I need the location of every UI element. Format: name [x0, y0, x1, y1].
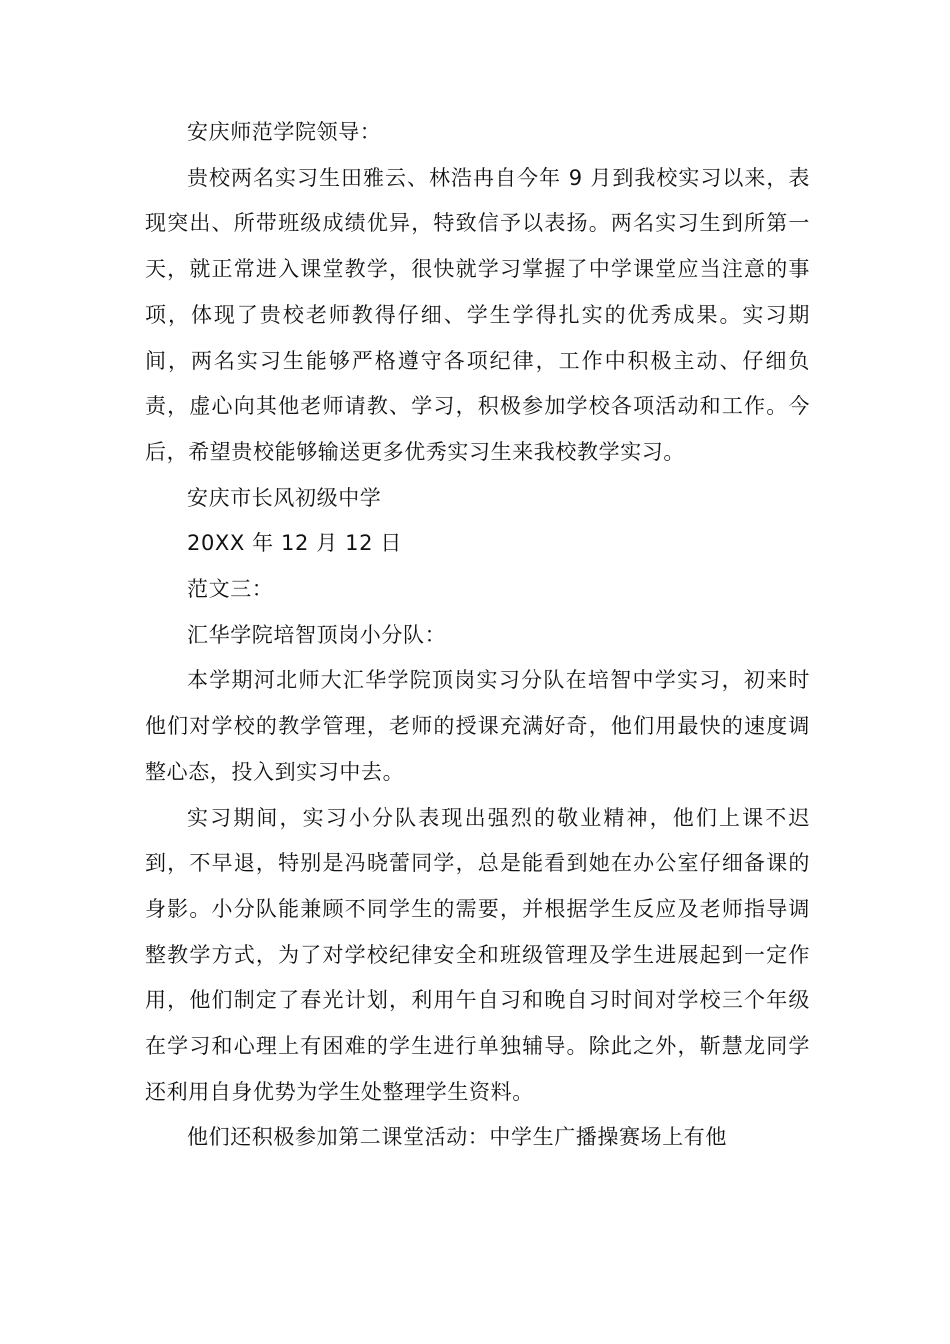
body-paragraph: 他们还积极参加第二课堂活动：中学生广播操赛场上有他 [187, 1125, 727, 1150]
body-paragraph: 本学期河北师大汇华学院顶岗实习分队在培智中学实习，初来时他们对学校的教学管理，老师的授课充满好奇，他们用最快的速度调整心态，投入到实习中去。 [145, 668, 810, 784]
document-body [145, 110, 810, 1161]
body-paragraph: 实习期间，实习小分队表现出强烈的敬业精神，他们上课不迟到，不早退，特别是冯晓蕾同学，总是能看到她在办公室仔细备课的身影。小分队能兼顾不同学生的需要，并根据学生反应及老师指导调整教学方式，为了对学校纪律安全和班级管理及学生进展起到一定作用，他们制定了春光计划，利用午自习和晚自习时间对学校三个年级在学习和心理上有困难的学生进行单独辅导。除此之外，靳慧龙同学还利用自身优势为学生处整理学生资料。 [145, 805, 810, 1104]
signature-school: 安庆市长风初级中学 [187, 485, 382, 510]
signature-date: 20XX 年 12 月 12 日 [187, 531, 402, 556]
salutation-paragraph: 汇华学院培智顶岗小分队： [187, 622, 447, 647]
section-heading: 范文三： [187, 577, 274, 602]
body-paragraph: 贵校两名实习生田雅云、林浩冉自今年 9 月到我校实习以来，表现突出、所带班级成绩优异，特致信予以表扬。两名实习生到所第一天，就正常进入课堂教学，很快就学习掌握了中学课堂应当注意的事项，体现了贵校老师教得仔细、学生学得扎实的优秀成果。实习期间，两名实习生能够严格遵守各项纪律，工作中积极主动、仔细负责，虚心向其他老师请教、学习，积极参加学校各项活动和工作。今后，希望贵校能够输送更多优秀实习生来我校教学实习。 [145, 165, 810, 464]
salutation-paragraph: 安庆师范学院领导： [187, 120, 382, 144]
